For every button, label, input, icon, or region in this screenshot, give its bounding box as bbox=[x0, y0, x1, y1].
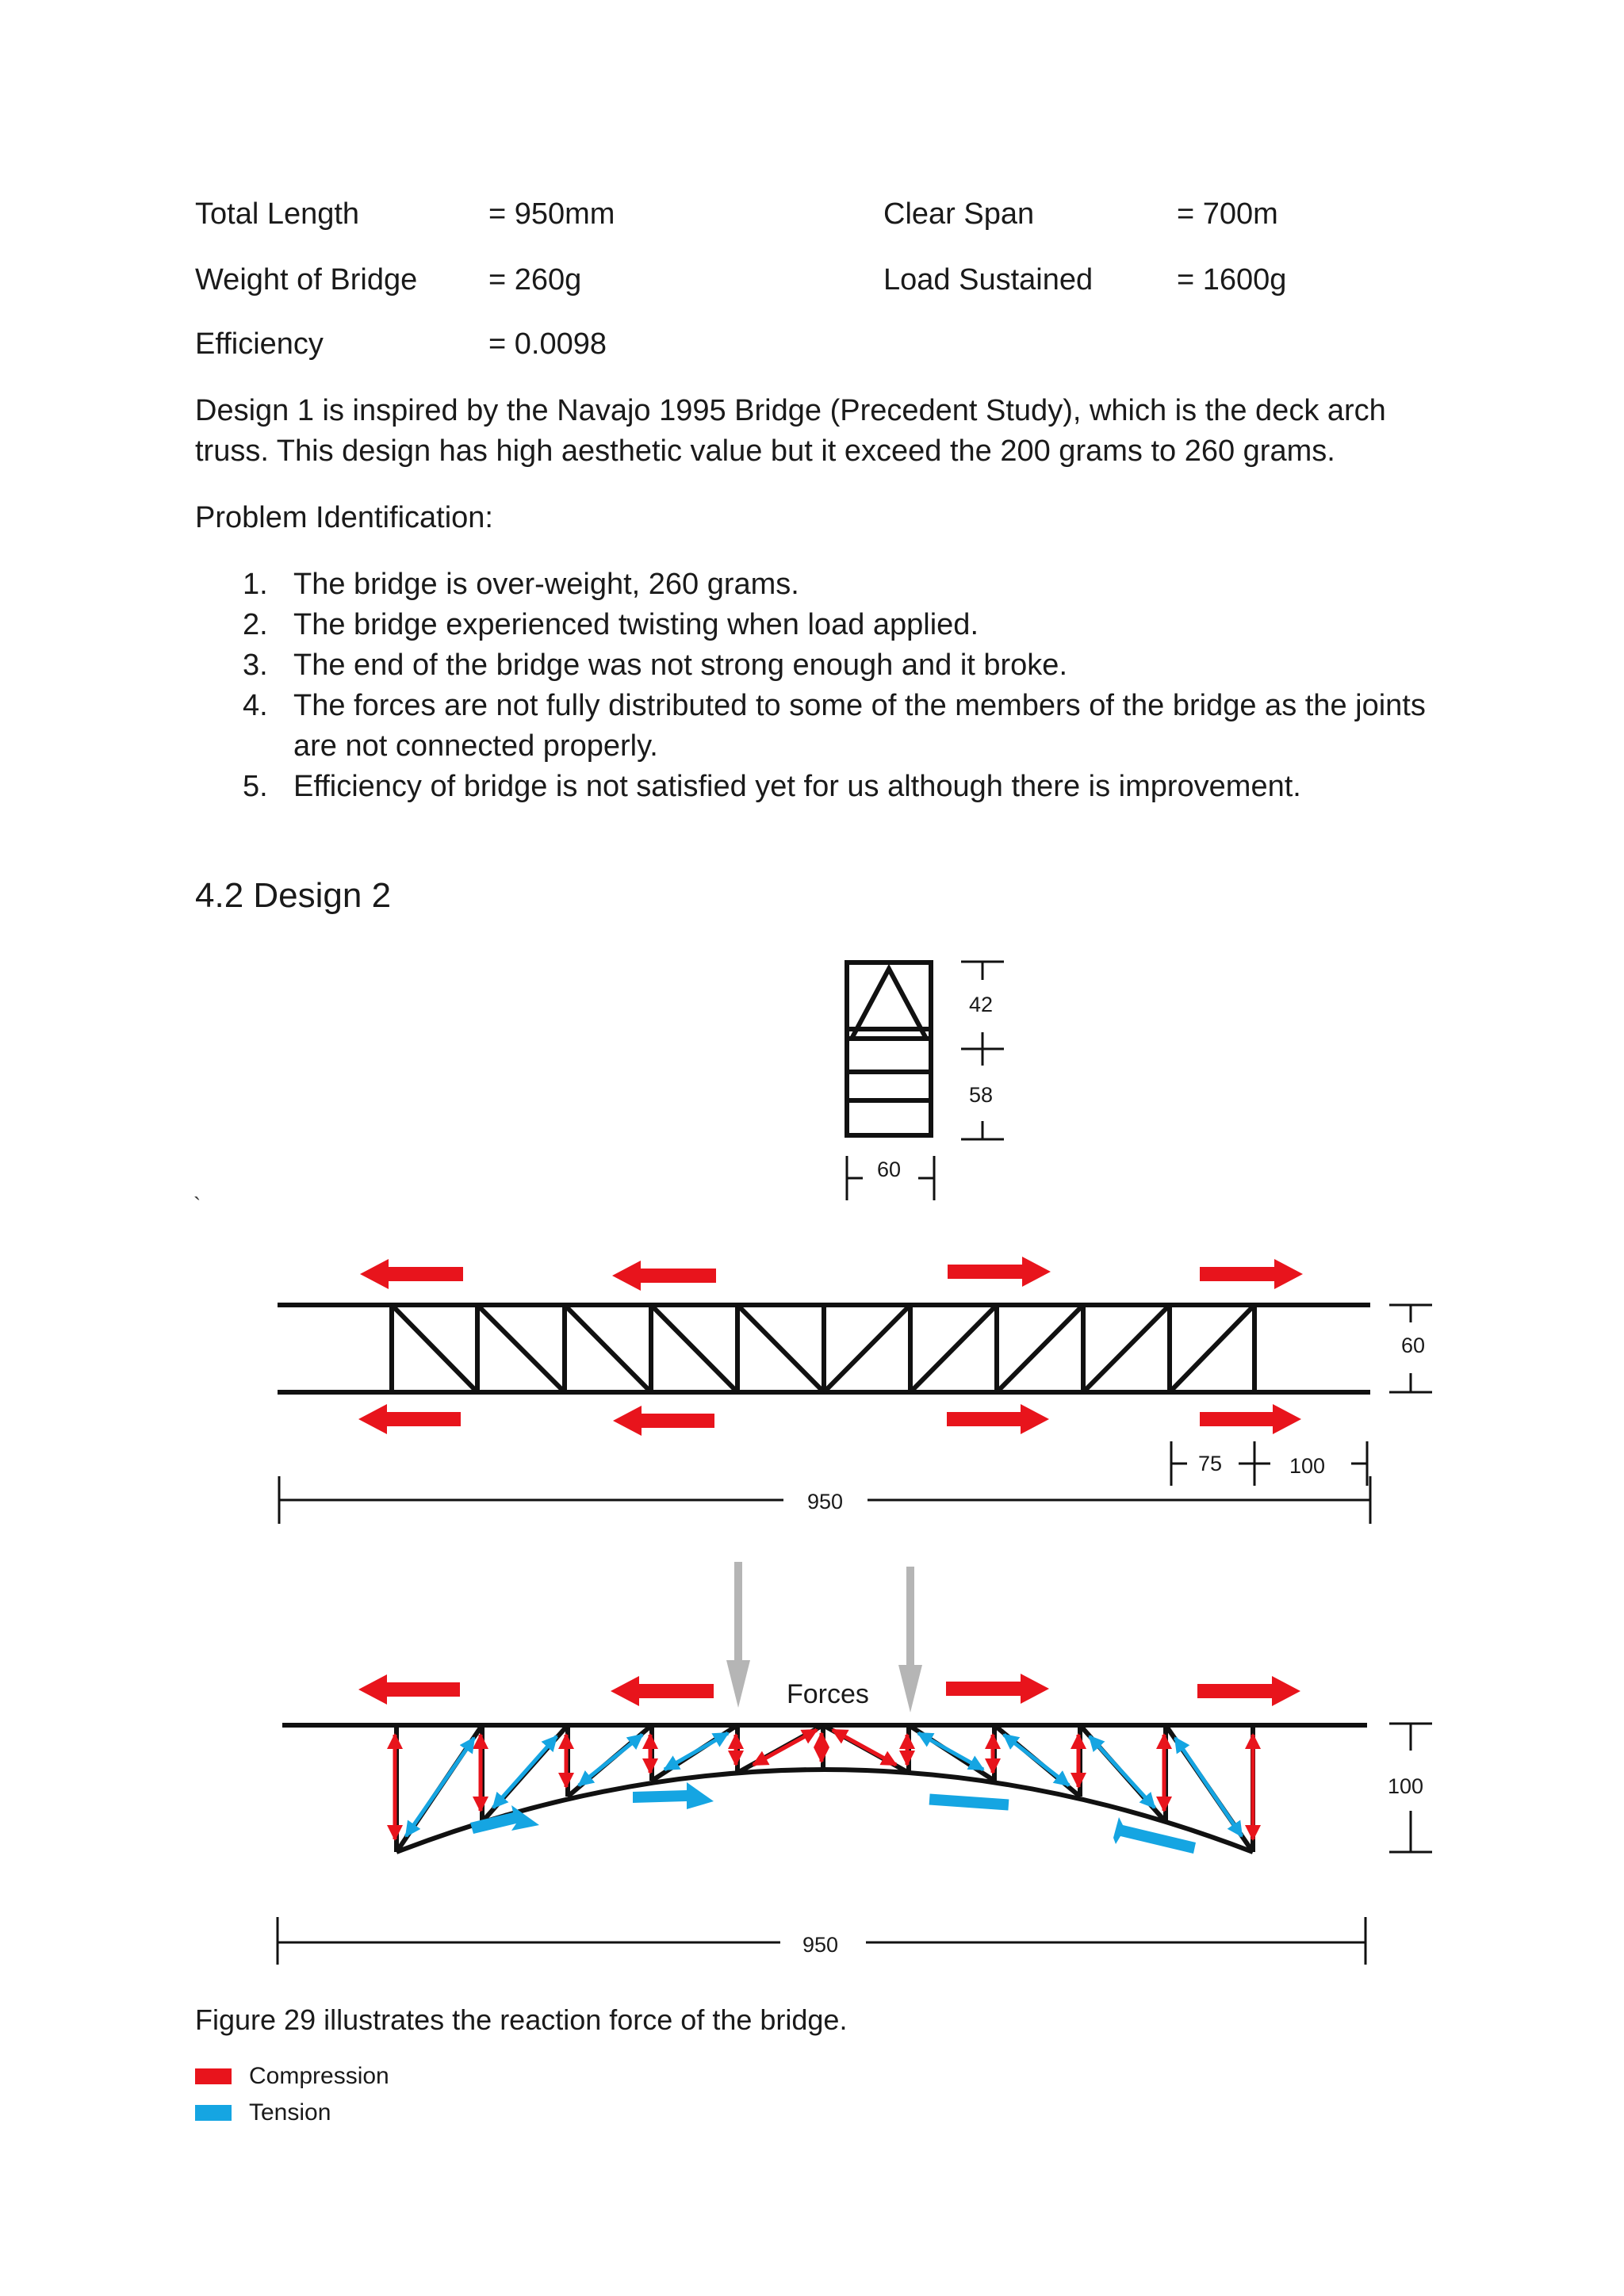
forces-label: Forces bbox=[787, 1679, 869, 1709]
total-length-value: = 950mm bbox=[488, 197, 615, 231]
legend-compression bbox=[195, 2064, 389, 2088]
compression-swatch bbox=[195, 2068, 232, 2084]
cross-section-diagram bbox=[847, 962, 931, 1135]
figure-caption: Figure 29 illustrates the reaction force of the bridge. bbox=[195, 2003, 848, 2036]
list-item: 3. The end of the bridge was not strong enough and it broke. bbox=[243, 649, 1067, 682]
efficiency-label: Efficiency bbox=[195, 327, 324, 361]
clear-span-value: = 700m bbox=[1177, 197, 1278, 231]
arch-depth-label: 100 bbox=[1388, 1774, 1424, 1798]
elevation-dimension-lines bbox=[278, 1724, 1432, 1965]
bottom-total-length-label: 950 bbox=[802, 1933, 839, 1957]
section-width: 60 bbox=[877, 1158, 902, 1181]
plan-truss bbox=[278, 1305, 1370, 1392]
elevation-arch-truss bbox=[282, 1725, 1367, 1852]
arch-tension-arrows bbox=[470, 1782, 1196, 1854]
truss-depth-label: 60 bbox=[1401, 1334, 1426, 1357]
load-value: = 1600g bbox=[1177, 263, 1287, 297]
legend-tension bbox=[195, 2101, 331, 2125]
list-item: 4. The forces are not fully distributed to some of the members of the bridge as the joints are not connected properly. bbox=[243, 689, 1426, 763]
legend-label: Compression bbox=[249, 2063, 389, 2089]
problem-heading: Problem Identification: bbox=[195, 501, 493, 534]
list-item: 1. The bridge is over-weight, 260 grams. bbox=[243, 568, 799, 601]
stray-mark: ` bbox=[193, 1193, 201, 1218]
legend-label: Tension bbox=[249, 2099, 331, 2126]
tension-swatch bbox=[195, 2105, 232, 2121]
section-top-height: 42 bbox=[969, 993, 994, 1016]
weight-label: Weight of Bridge bbox=[195, 263, 418, 297]
load-label: Load Sustained bbox=[883, 263, 1094, 297]
end-panel-label: 100 bbox=[1289, 1454, 1326, 1478]
section-bottom-height: 58 bbox=[969, 1083, 994, 1107]
total-length-label: Total Length bbox=[195, 197, 360, 231]
list-item: 5. Efficiency of bridge is not satisfied yet for us although there is improvement. bbox=[243, 770, 1301, 803]
clear-span-label: Clear Span bbox=[883, 197, 1035, 231]
weight-value: = 260g bbox=[488, 263, 582, 297]
plan-compression-arrows bbox=[358, 1257, 1303, 1436]
intro-paragraph: Design 1 is inspired by the Navajo 1995 Bridge (Precedent Study), which is the deck arch truss. This design has high aesthetic value but it exceed the 200 grams to 260 grams. bbox=[195, 394, 1386, 468]
efficiency-value: = 0.0098 bbox=[488, 327, 607, 361]
section-heading: 4.2 Design 2 bbox=[195, 876, 392, 915]
panel-width-label: 75 bbox=[1198, 1452, 1223, 1475]
top-total-length-label: 950 bbox=[807, 1490, 844, 1513]
list-item: 2. The bridge experienced twisting when load applied. bbox=[243, 608, 979, 641]
